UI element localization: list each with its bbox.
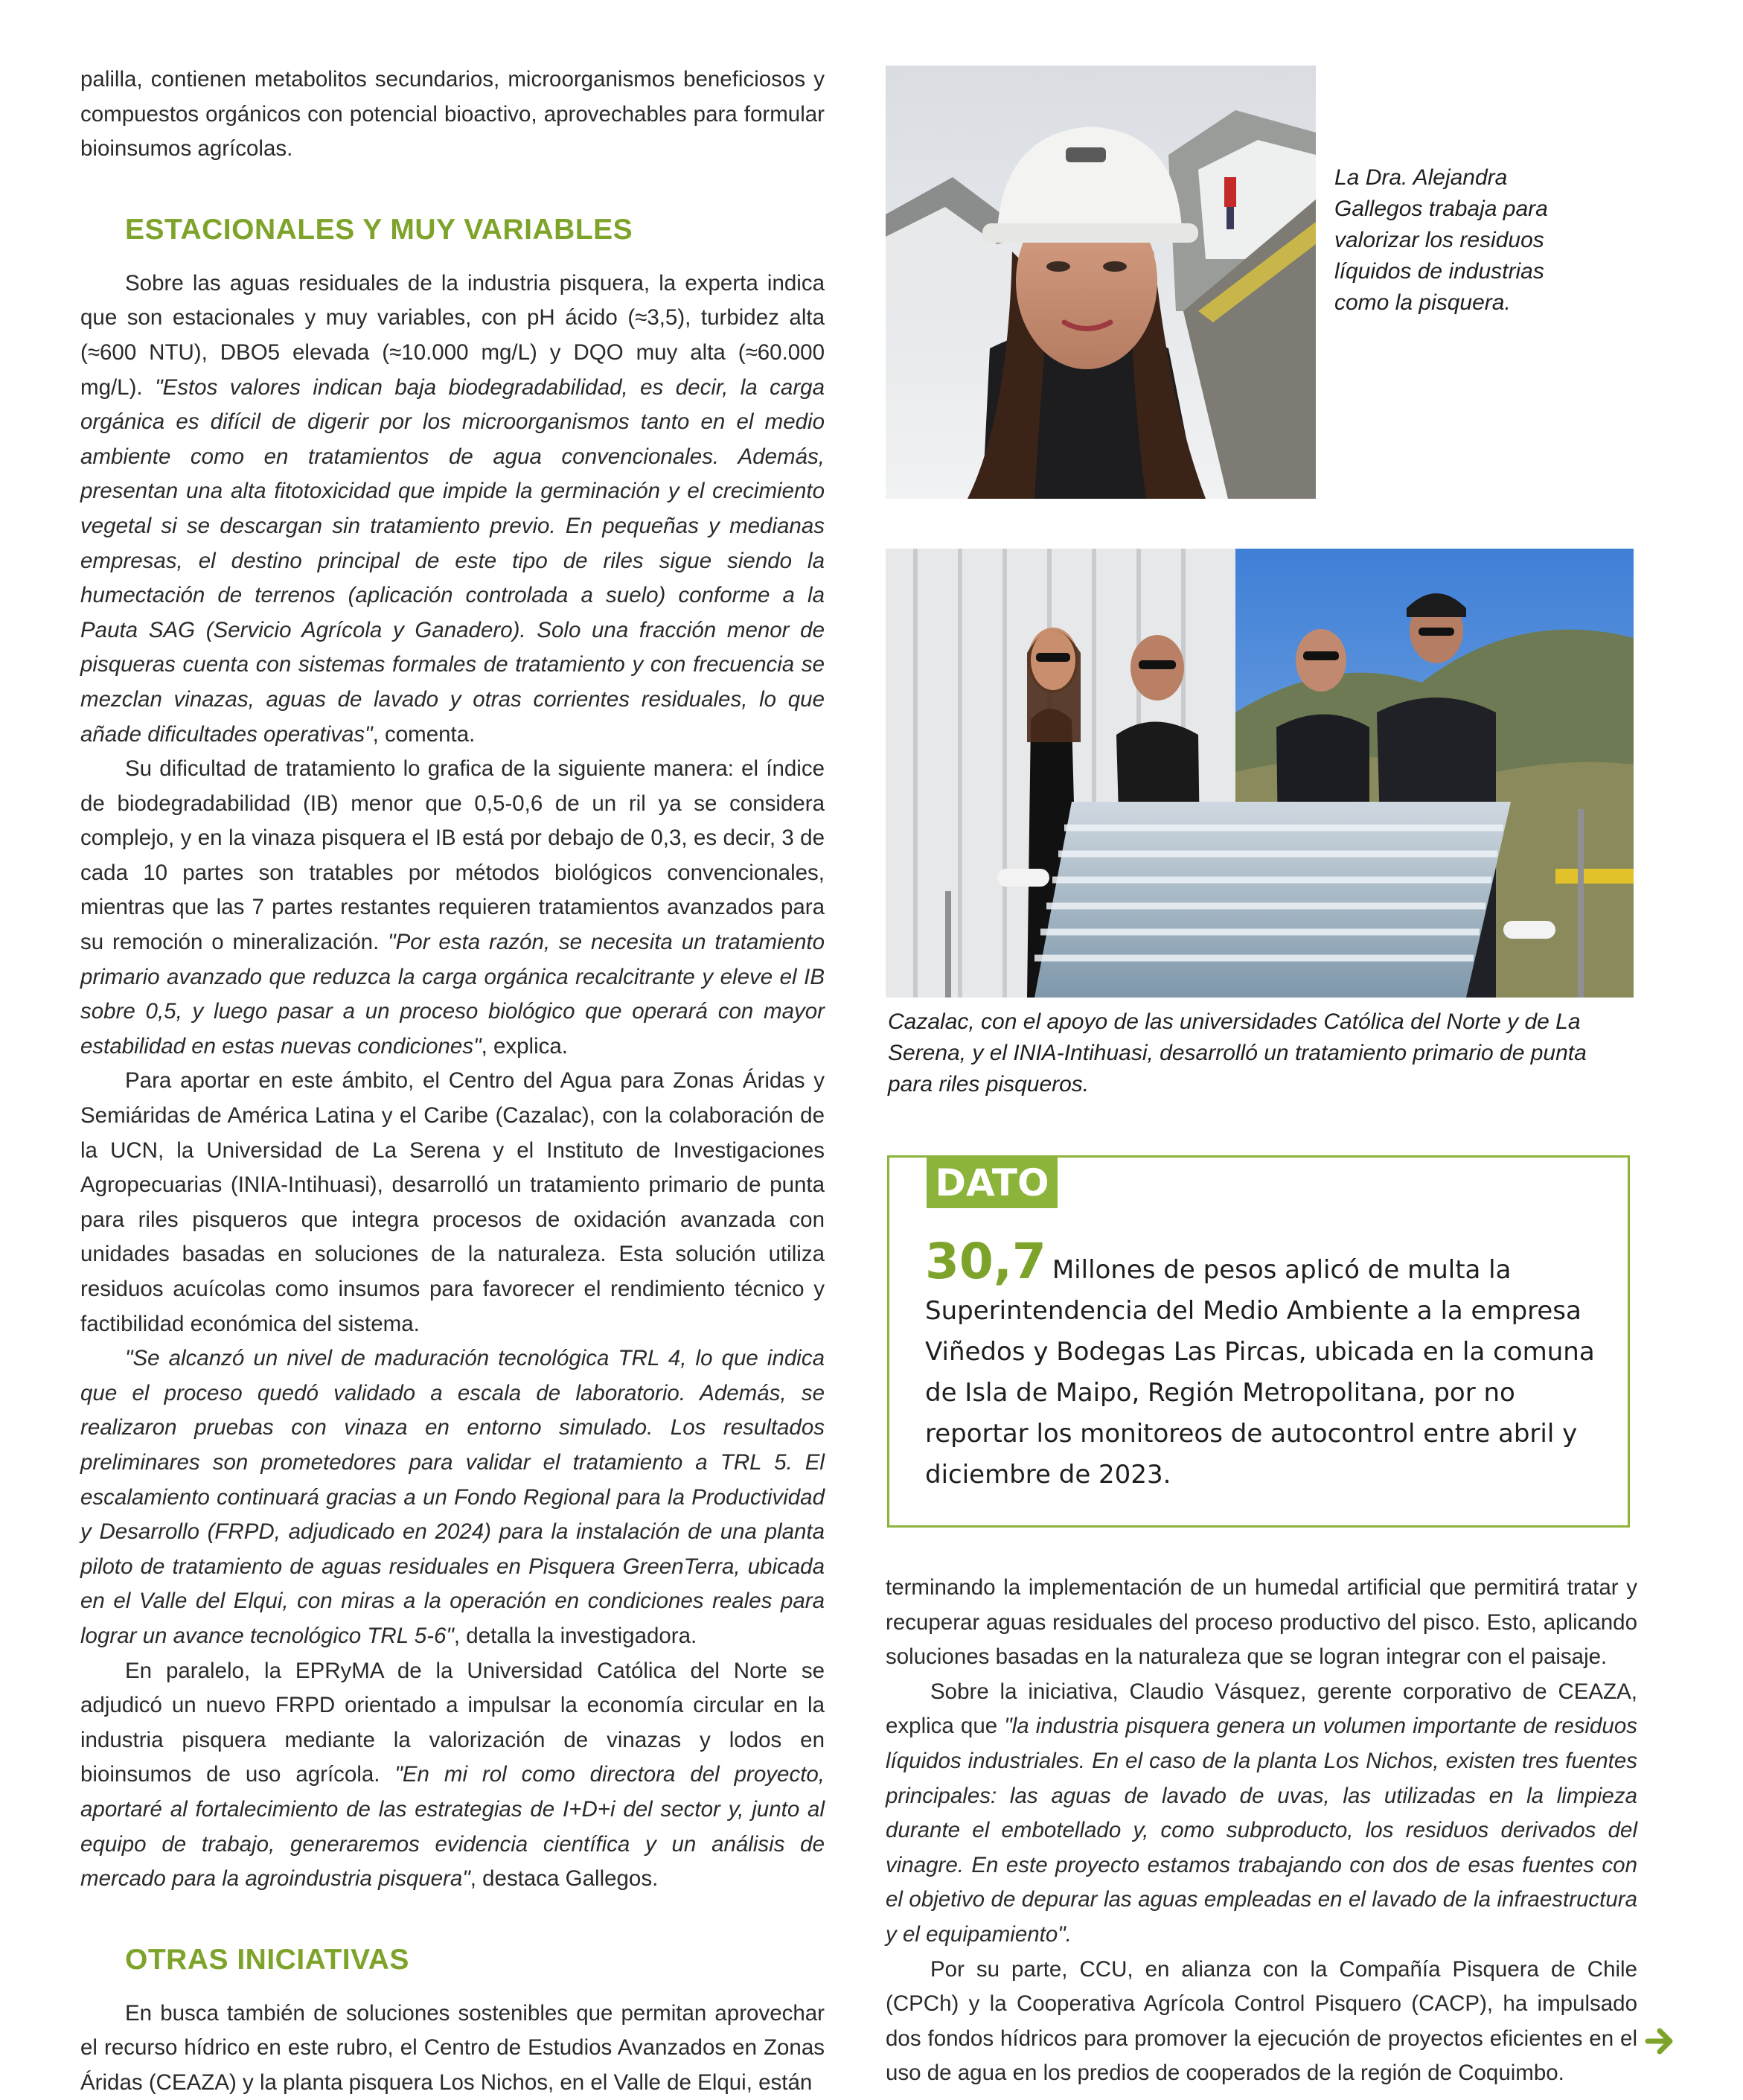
left-column (80, 63, 825, 2100)
paragraph-humedal: terminando la implementación de un humedal artificial que permitirá tratar y recuperar aguas residuales del proceso productivo del pisco. Esto, aplicando soluciones basadas en la naturaleza que se logran integrar con el paisaje. (886, 1575, 1637, 1670)
paragraph-cazalac: Para aportar en este ámbito, el Centro del Agua para Zonas Áridas y Semiáridas de América Latina y el Caribe (Cazalac), con la colaboración de la UCN, la Universidad de La Serena y el Instituto de Investigaciones Agropecuarias (INIA-Intihuasi), desarrolló un tratamiento primario de punta para riles pisqueros que integra procesos de oxidación avanzada con unidades basadas en soluciones de la naturaleza. Esta solución utiliza residuos acuícolas como insumos para favorecer el rendimiento técnico y factibilidad económica del sistema. (80, 1068, 825, 1336)
photo-group-treatment-panel (886, 549, 1634, 998)
quote-text: "Estos valores indican baja biodegradabilidad, es decir, la carga orgánica es difícil de digerir por los microorganismos tanto en el medio ambiente como en tratamientos de agua convencionales. Además, presentan una alta fitotoxicidad que impide la germinación y el crecimiento vegetal si se descargan sin tratamiento previo. En pequeñas y medianas empresas, el destino principal de este tipo de riles sigue siendo la humectación de terrenos (aplicación controlada a suelo) conforme a la Pauta SAG (Servicio Agrícola y Ganadero). Solo una fracción menor de pisqueras cuenta con sistemas formales de tratamiento y con frecuencia se mezclan vinazas, aguas de lavado y otras corrientes residuales, lo que añade dificultades operativas" (80, 374, 825, 747)
paragraph-dificultad (80, 752, 825, 1064)
dato-box (887, 1155, 1630, 1528)
paragraph-text: Sobre las aguas residuales de la industria pisquera, la experta indica que son estacionales y muy variables, con pH ácido (≈3,5), turbidez alta (≈600 NTU), DBO5 elevada (≈10.000 mg/L) y DQO muy alta (≈60.000 mg/L). (80, 270, 825, 400)
paragraph-text: Sobre la iniciativa, Claudio Vásquez, gerente corporativo de CEAZA, explica que (886, 1679, 1637, 1739)
photo-illustration (886, 66, 1316, 499)
paragraph-text: Su dificultad de tratamiento lo grafica de la siguiente manera: el índice de biodegradabilidad (IB) menor que 0,5-0,6 de un ril ya se considera complejo, y en la vinaza pisquera el IB está por debajo de 0,3, es decir, 3 de cada 10 partes son tratables por métodos biológicos convencionales, mientras que las 7 partes restantes requieren tratamientos avanzados para su remoción o mineralización. (80, 756, 825, 955)
paragraph-ccu: Por su parte, CCU, en alianza con la Compañía Pisquera de Chile (CPCh) y la Cooperativa Agrícola Control Pisquero (CACP), ha impulsado dos fondos hídricos para promover la ejecución de proyectos eficientes en el uso de agua en los predios de cooperados de la región de Coquimbo. (886, 1956, 1637, 2086)
dato-text (925, 1233, 1595, 1496)
paragraph-text: , detalla la investigadora. (453, 1623, 697, 1648)
paragraph-vasquez (886, 1675, 1637, 1953)
quote-text: "Se alcanzó un nivel de maduración tecnológica TRL 4, lo que indica que el proceso quedó validado a escala de laboratorio. Además, se realizaron pruebas con vinaza en entorno simulado. Los resultados preliminares son prometedores para validar el tratamiento a TRL 5. El escalamiento continuará gracias a un Fondo Regional para la Productividad y Desarrollo (FRPD, adjudicado en 2024) para la instalación de una planta piloto de tratamiento de aguas residuales en Pisquera GreenTerra, ubicada en el Valle del Elqui, con miras a la operación en condiciones reales para lograr un avance tecnológico TRL 5-6" (80, 1346, 825, 1648)
dato-number: 30,7 (925, 1233, 1046, 1290)
paragraph-aguas-residuales (80, 267, 825, 752)
paragraph-epryma (80, 1654, 825, 1897)
photo-caption-1: La Dra. Alejandra Gallegos trabaja para valorizar los residuos líquidos de industrias como la pisquera. (1334, 165, 1548, 315)
paragraph-intro: palilla, contienen metabolitos secundarios, microorganismos beneficiosos y compuestos orgánicos con potencial bioactivo, aprovechables para formular bioinsumos agrícolas. (80, 67, 825, 162)
section-heading-otras-iniciativas: OTRAS INICIATIVAS (125, 1943, 409, 1976)
quote-text: "En mi rol como directora del proyecto, aportaré al fortalecimiento de las estrategias de I+D+i del sector y, junto al equipo de trabajo, generaremos evidencia científica y un análisis de mercado para la agroindustria pisquera" (80, 1762, 825, 1892)
paragraph-ceaza: En busca también de soluciones sostenibles que permitan aprovechar el recurso hídrico en este rubro, el Centro de Estudios Avanzados en Zonas Áridas (CEAZA) y la planta pisquera Los Nichos, en el Valle de Elqui, están (80, 2000, 825, 2095)
photo-illustration (886, 549, 1634, 998)
paragraph-text: , destaca Gallegos. (470, 1866, 659, 1892)
dato-label: DATO (927, 1158, 1058, 1208)
photo-alejandra-gallegos (886, 66, 1316, 499)
arrow-right-icon[interactable] (1645, 2026, 1676, 2056)
quote-text: "Por esta razón, se necesita un tratamiento primario avanzado que reduzca la carga orgánica recalcitrante y eleve el IB sobre 0,5, y luego pasar a un proceso biológico que operará con mayor estabilidad en estas nuevas condiciones" (80, 930, 825, 1059)
paragraph-text: En paralelo, la EPRyMA de la Universidad Católica del Norte se adjudicó un nuevo FRPD orientado a impulsar la economía circular en la industria pisquera mediante la valorización de vinazas y lodos en bioinsumos de uso agrícola. (80, 1658, 825, 1787)
dato-description: Millones de pesos aplicó de multa la Superintendencia del Medio Ambiente a la empresa Viñedos y Bodegas Las Pircas, ubicada en la comuna de Isla de Maipo, Región Metropolitana, por no reportar los monitoreos de autocontrol entre abril y diciembre de 2023. (925, 1255, 1595, 1490)
section-heading-estacionales: ESTACIONALES Y MUY VARIABLES (125, 213, 633, 246)
paragraph-text: , explica. (481, 1033, 568, 1059)
quote-text: "la industria pisquera genera un volumen importante de residuos líquidos industriales. En el caso de la planta Los Nichos, existen tres fuentes principales: las aguas de lavado de uvas, las utilizadas en la limpieza durante el embotellado y, como subproducto, los residuos derivados del vinagre. En este proyecto estamos trabajando con dos de esas fuentes con el objetivo de depurar las aguas empleadas en el lavado de la infraestructura y el equipamiento". (886, 1714, 1637, 1947)
right-column (886, 1571, 1637, 2091)
photo-caption-2: Cazalac, con el apoyo de las universidades Católica del Norte y de La Serena, y el INIA-Intihuasi, desarrolló un tratamiento primario de punta para riles pisqueros. (888, 1009, 1587, 1097)
paragraph-trl (80, 1341, 825, 1653)
paragraph-text: , comenta. (372, 721, 476, 747)
